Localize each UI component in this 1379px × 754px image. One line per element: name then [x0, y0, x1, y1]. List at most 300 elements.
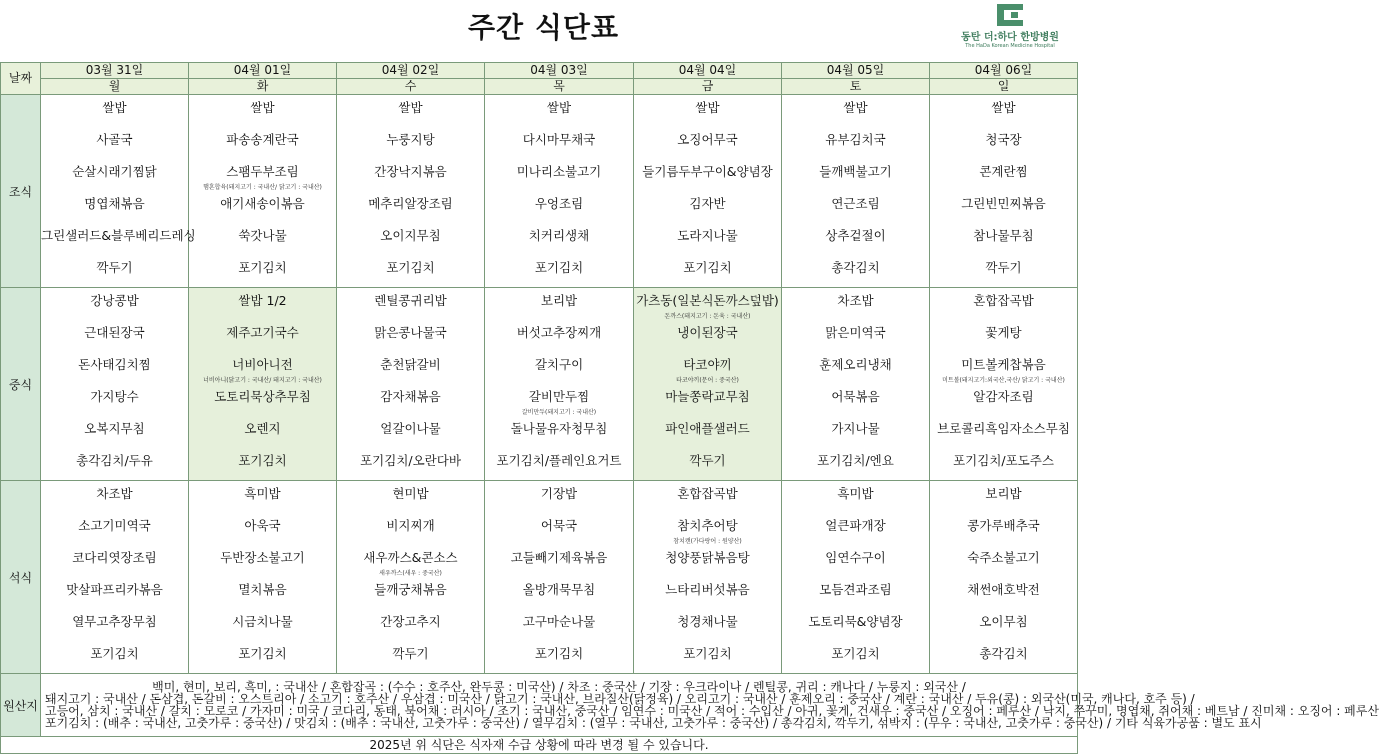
menu-item: [634, 223, 781, 255]
menu-item-name: 깍두기: [392, 646, 429, 661]
dinner-menu-cell: [782, 481, 930, 674]
menu-item-name: 들깨궁채볶음: [374, 582, 447, 597]
menu-item: [41, 609, 188, 641]
menu-item: [189, 95, 336, 127]
menu-item-name: 쑥갓나물: [238, 228, 287, 243]
dinner-menu-cell: [485, 481, 634, 674]
menu-item: [930, 513, 1077, 545]
menu-item: [634, 481, 781, 513]
menu-item: [782, 191, 929, 223]
menu-item-name: 어묵국: [540, 518, 578, 533]
menu-item: [337, 159, 484, 191]
menu-item: [485, 223, 633, 255]
menu-item-name: 돈사태김치찜: [78, 357, 151, 372]
menu-item: [782, 159, 929, 191]
menu-item-name: 오이무침: [979, 614, 1028, 629]
menu-item: [337, 577, 484, 609]
date-cell: 04월 03일: [485, 63, 634, 79]
menu-item-name: 코다리엿장조림: [72, 550, 157, 565]
menu-item-name: 포기김치/오란다바: [360, 453, 461, 468]
menu-item: [337, 448, 484, 480]
menu-item-name: 열무고추장무침: [72, 614, 157, 629]
lunch-menu-cell: [189, 288, 337, 481]
menu-item: [41, 191, 188, 223]
menu-item-name: 갈치구이: [534, 357, 584, 372]
weekday-cell: 목: [485, 79, 634, 95]
menu-item-name: 아욱국: [244, 518, 281, 533]
menu-item: [485, 577, 633, 609]
menu-item-name: 쌀밥 1/2: [238, 293, 287, 308]
menu-item: [782, 481, 929, 513]
menu-item: [189, 577, 336, 609]
menu-item: [782, 641, 929, 673]
date-row: [1, 63, 1078, 79]
menu-item: [337, 191, 484, 223]
menu-item-name: 파송송계란국: [226, 132, 299, 147]
menu-item: [634, 127, 781, 159]
menu-item: [485, 288, 633, 320]
menu-item: [485, 159, 633, 191]
menu-item-name: 어묵볶음: [831, 389, 880, 404]
menu-item-name: 사골국: [96, 132, 133, 147]
menu-item: [634, 288, 781, 320]
menu-item-name: 차조밥: [837, 293, 874, 308]
weekly-menu-table: [0, 62, 1379, 754]
menu-item-name: 콩가루배추국: [967, 518, 1040, 533]
menu-item: [782, 577, 929, 609]
menu-item-name: 콘계란찜: [979, 164, 1028, 179]
dinner-row: [1, 481, 1078, 674]
menu-item-name: 메추리알장조림: [368, 196, 453, 211]
menu-item: [189, 513, 336, 545]
menu-item: [634, 320, 781, 352]
menu-item-name: 치커리생채: [528, 228, 590, 243]
lunch-label: 중식: [1, 288, 41, 481]
menu-item: [337, 288, 484, 320]
menu-item-origin-note: 타코야끼(문어 : 중국산): [676, 377, 739, 384]
dinner-menu-cell: [189, 481, 337, 674]
breakfast-menu-cell: [337, 95, 485, 288]
date-cell: 04월 06일: [930, 63, 1078, 79]
weekday-cell: 금: [634, 79, 782, 95]
menu-item: [930, 223, 1077, 255]
menu-item: [337, 545, 484, 577]
menu-item: [634, 384, 781, 416]
menu-item-name: 오이지무침: [380, 228, 441, 243]
lunch-menu-cell: [930, 288, 1078, 481]
menu-item-name: 브로콜리흑임자소스무침: [937, 421, 1070, 436]
menu-item-name: 쌀밥: [546, 100, 572, 115]
menu-item-name: 애기새송이볶음: [220, 196, 305, 211]
menu-item-name: 고들빼기제육볶음: [510, 550, 608, 565]
menu-item: [41, 288, 188, 320]
menu-item: [41, 481, 188, 513]
menu-item-name: 김자반: [689, 196, 726, 211]
menu-item-name: 혼합잡곡밥: [973, 293, 1034, 308]
menu-item: [634, 513, 781, 545]
menu-item-name: 흑미밥: [837, 486, 874, 501]
menu-item-name: 갈비만두찜: [528, 389, 590, 404]
menu-item-name: 쌀밥: [695, 100, 720, 115]
menu-item-origin-note: 새우까스(새우 : 중국산): [379, 570, 442, 577]
menu-item: [485, 448, 633, 480]
menu-item: [41, 384, 188, 416]
menu-item: [485, 384, 633, 416]
menu-item: [485, 95, 633, 127]
menu-item: [337, 513, 484, 545]
menu-item-name: 흑미밥: [244, 486, 281, 501]
menu-item: [485, 320, 633, 352]
menu-item-name: 유부김치국: [825, 132, 886, 147]
menu-item-name: 참나물무침: [973, 228, 1034, 243]
menu-item-name: 가지탕수: [90, 389, 139, 404]
menu-item: [930, 416, 1077, 448]
menu-item-name: 깍두기: [689, 453, 726, 468]
menu-item: [41, 95, 188, 127]
menu-item-name: 들기름두부구이&양념장: [642, 164, 773, 179]
menu-item-name: 간장고추지: [380, 614, 441, 629]
menu-item: [782, 513, 929, 545]
menu-item-name: 참치추어탕: [677, 518, 738, 533]
breakfast-menu-cell: [41, 95, 196, 288]
menu-item-name: 쌀밥: [843, 100, 868, 115]
menu-item-name: 가지나물: [831, 421, 880, 436]
menu-item-name: 포기김치/포도주스: [953, 453, 1054, 468]
menu-item: [634, 577, 781, 609]
menu-item-name: 시금치나물: [232, 614, 293, 629]
hospital-logo: [945, 4, 1075, 49]
menu-item-name: 감자채볶음: [380, 389, 441, 404]
menu-item: [485, 513, 633, 545]
menu-item: [782, 223, 929, 255]
lunch-row: [1, 288, 1078, 481]
menu-item: [634, 448, 781, 480]
menu-item: [41, 159, 188, 191]
menu-item: [337, 223, 484, 255]
menu-item: [634, 545, 781, 577]
menu-item: [337, 127, 484, 159]
menu-item: [782, 384, 929, 416]
menu-item: [41, 255, 188, 287]
footer-row: [1, 737, 1078, 754]
origin-row: [1, 674, 1078, 737]
menu-item-name: 오징어무국: [677, 132, 738, 147]
weekday-cell: 일: [930, 79, 1078, 95]
menu-item: [337, 416, 484, 448]
menu-item-name: 타코야끼: [683, 357, 732, 372]
menu-item: [189, 191, 336, 223]
menu-item: [782, 609, 929, 641]
dinner-menu-cell: [337, 481, 485, 674]
menu-item-name: 기장밥: [540, 486, 578, 501]
menu-item: [485, 352, 633, 384]
menu-item: [782, 255, 929, 287]
menu-item: [930, 609, 1077, 641]
menu-item-name: 혼합잡곡밥: [677, 486, 738, 501]
menu-item-name: 맑은콩나물국: [374, 325, 447, 340]
menu-item-name: 청양풍닭볶음탕: [665, 550, 750, 565]
menu-item-name: 보리밥: [985, 486, 1022, 501]
menu-item: [634, 95, 781, 127]
menu-item-name: 포기김치: [534, 646, 584, 661]
menu-item-name: 연근조림: [831, 196, 880, 211]
menu-item-name: 파인애플샐러드: [665, 421, 750, 436]
menu-item: [337, 481, 484, 513]
origin-line: 백미, 현미, 보리, 흑미, : 국내산 / 혼합잡곡 : (수수 : 호주산, 완두콩 : 미국산) / 차조 : 중국산 / 기장 : 우크라이나 / 렌틸콩, 귀리 : 캐나다 / 누룽지 : 외국산 /: [152, 680, 966, 694]
menu-item-name: 강낭콩밥: [90, 293, 139, 308]
menu-item: [337, 255, 484, 287]
menu-item-name: 미나리소불고기: [516, 164, 602, 179]
breakfast-label: 조식: [1, 95, 41, 288]
menu-item: [485, 545, 633, 577]
menu-item-name: 냉이된장국: [677, 325, 738, 340]
menu-item-name: 명엽채볶음: [84, 196, 145, 211]
menu-item: [634, 416, 781, 448]
menu-item: [930, 320, 1077, 352]
lunch-menu-cell: [782, 288, 930, 481]
menu-item-name: 알감자조림: [973, 389, 1034, 404]
menu-item: [41, 641, 188, 673]
menu-item: [41, 223, 196, 255]
breakfast-menu-cell: [189, 95, 337, 288]
menu-item-origin-note: 갈비만두(돼지고기 : 국내산): [521, 409, 597, 416]
menu-item: [930, 577, 1077, 609]
menu-item-name: 제주고기국수: [226, 325, 299, 340]
menu-item-name: 간장낙지볶음: [374, 164, 447, 179]
menu-item: [634, 641, 781, 673]
menu-item: [189, 609, 336, 641]
origin-label: 원산지: [1, 674, 41, 737]
menu-item: [485, 255, 633, 287]
menu-item-name: 그린샐러드&블루베리드레싱: [41, 228, 196, 243]
logo-mark-icon: [997, 4, 1023, 26]
menu-item-name: 도라지나물: [677, 228, 738, 243]
menu-item: [930, 159, 1077, 191]
menu-item: [782, 320, 929, 352]
menu-item-name: 포기김치: [386, 260, 435, 275]
menu-item-name: 올방개묵무침: [522, 582, 596, 597]
menu-item-origin-note: 참치캔(가다랑어 : 원양산): [673, 538, 742, 545]
menu-item-name: 쌀밥: [250, 100, 275, 115]
menu-item-origin-note: 미트볼(돼지고기:외국산,국산/ 닭고기 : 국내산): [942, 377, 1065, 384]
footer-notice: 2025년 위 식단은 식자재 수급 상황에 따라 변경 될 수 있습니다.: [1, 737, 1078, 754]
date-label: 날짜: [1, 63, 41, 95]
menu-item-name: 쌀밥: [398, 100, 423, 115]
menu-item-name: 채썬애호박전: [967, 582, 1040, 597]
page-header: [0, 0, 1087, 62]
menu-item: [41, 448, 188, 480]
dinner-menu-cell: [41, 481, 189, 674]
menu-item-name: 총각김치: [979, 646, 1028, 661]
menu-item: [189, 448, 336, 480]
menu-item: [41, 320, 188, 352]
menu-item-name: 느타리버섯볶음: [665, 582, 750, 597]
menu-item-name: 훈제오리냉채: [819, 357, 892, 372]
menu-item: [485, 609, 633, 641]
menu-item: [782, 545, 929, 577]
breakfast-menu-cell: [485, 95, 634, 288]
menu-item-name: 도토리묵상추무침: [214, 389, 311, 404]
menu-item-name: 비지찌개: [386, 518, 435, 533]
menu-item: [41, 127, 188, 159]
menu-item-name: 쌀밥: [102, 100, 127, 115]
menu-item: [189, 481, 336, 513]
date-cell: 04월 01일: [189, 63, 337, 79]
date-cell: 04월 05일: [782, 63, 930, 79]
menu-item: [485, 416, 633, 448]
date-cell: 04월 04일: [634, 63, 782, 79]
menu-item-name: 포기김치: [683, 646, 732, 661]
menu-item-name: 마늘쫑락교무침: [665, 389, 750, 404]
menu-item-name: 보리밥: [540, 293, 578, 308]
menu-item: [337, 320, 484, 352]
menu-item: [41, 352, 188, 384]
menu-item: [634, 191, 781, 223]
weekday-cell: 토: [782, 79, 930, 95]
menu-item: [930, 448, 1077, 480]
menu-item-name: 포기김치: [683, 260, 732, 275]
menu-item: [930, 127, 1077, 159]
menu-item: [634, 255, 781, 287]
menu-item-name: 포기김치: [90, 646, 139, 661]
menu-item: [782, 288, 929, 320]
origin-line: 돼지고기 : 국내산 / 돈삼겹, 돈갈비 : 오스트리아 / 소고기 : 호주산 / 우삼겹 : 미국산 / 닭고기 : 국내산, 브라질산(닭정육) / 오리고기 : 국내산 / 훈제오리 : 중국산 / 계란 : 국내산 / 두유(콩) : 외국산(미국, 캐나다, 호주 등) /: [45, 692, 1195, 706]
weekday-cell: 수: [337, 79, 485, 95]
menu-item-name: 새우까스&콘소스: [363, 550, 458, 565]
menu-item-name: 그린빈민찌볶음: [961, 196, 1046, 211]
breakfast-menu-cell: [634, 95, 782, 288]
menu-item-name: 포기김치: [238, 646, 287, 661]
menu-item: [337, 641, 484, 673]
menu-item: [337, 352, 484, 384]
menu-item: [782, 95, 929, 127]
menu-item: [782, 127, 929, 159]
menu-item: [189, 320, 336, 352]
menu-item: [782, 448, 929, 480]
menu-item: [930, 384, 1077, 416]
menu-item-name: 누룽지탕: [386, 132, 435, 147]
lunch-menu-cell: [337, 288, 485, 481]
menu-item: [634, 609, 781, 641]
menu-item-name: 깍두기: [96, 260, 133, 275]
origin-info: [41, 674, 1379, 737]
menu-item: [782, 352, 929, 384]
menu-item: [634, 352, 781, 384]
menu-item: [930, 545, 1077, 577]
menu-item-origin-note: 돈까스(돼지고기 : 돈육 : 국내산): [664, 313, 751, 320]
menu-item-name: 소고기미역국: [78, 518, 151, 533]
origin-line: 포기김치 : (배추 : 국내산, 고춧가루 : 중국산) / 맛김치 : (배추 : 국내산, 고춧가루 : 중국산) / 열무김치 : (열무 : 국내산, 고춧가루 : 중국산) / 총각김치, 깍두기, 섞박지 : (무우 : 국내산, 고춧가루 : 중국산) / 기타 식육가공품 : 별도 표시: [45, 716, 1262, 730]
menu-item-name: 포기김치: [831, 646, 880, 661]
menu-item-name: 춘천닭갈비: [380, 357, 441, 372]
menu-item-name: 너비아니전: [232, 357, 293, 372]
menu-item-name: 깍두기: [985, 260, 1022, 275]
menu-item-name: 고구마순나물: [522, 614, 596, 629]
logo-name: 동탄 더:하다 한방병원: [961, 32, 1059, 43]
menu-item-name: 숙주소불고기: [967, 550, 1040, 565]
menu-item-name: 근대된장국: [84, 325, 145, 340]
weekday-row: [1, 79, 1078, 95]
menu-item-name: 포기김치: [534, 260, 584, 275]
menu-item: [189, 352, 336, 384]
menu-item: [189, 127, 336, 159]
menu-item: [485, 127, 633, 159]
menu-item-name: 포기김치/엔요: [817, 453, 894, 468]
menu-item: [189, 416, 336, 448]
page-title: 주간 식단표: [468, 11, 619, 44]
logo-english-name: The HaDa Korean Medicine Hospital: [965, 43, 1055, 49]
menu-item: [41, 545, 188, 577]
menu-item-name: 멸치볶음: [238, 582, 287, 597]
menu-item-name: 다시마무채국: [522, 132, 596, 147]
menu-item: [782, 416, 929, 448]
menu-item-name: 두반장소불고기: [220, 550, 305, 565]
date-cell: 04월 02일: [337, 63, 485, 79]
menu-item: [930, 288, 1077, 320]
menu-item-name: 쌀밥: [991, 100, 1016, 115]
menu-item: [41, 513, 188, 545]
menu-item-name: 얼갈이나물: [380, 421, 441, 436]
menu-item: [189, 384, 336, 416]
menu-item: [337, 384, 484, 416]
menu-item: [189, 288, 336, 320]
menu-item-name: 포기김치/플레인요거트: [496, 453, 622, 468]
dinner-menu-cell: [930, 481, 1078, 674]
date-cell: 03월 31일: [41, 63, 189, 79]
menu-item-name: 맑은미역국: [825, 325, 886, 340]
menu-item-name: 꽃게탕: [985, 325, 1022, 340]
menu-item-name: 포기김치: [238, 260, 287, 275]
menu-item: [189, 545, 336, 577]
menu-item-name: 총각김치: [831, 260, 880, 275]
menu-item-name: 맛살파프리카볶음: [66, 582, 163, 597]
menu-item-name: 총각김치/두유: [76, 453, 153, 468]
menu-item: [337, 95, 484, 127]
menu-item-name: 버섯고추장찌개: [516, 325, 602, 340]
menu-item: [189, 223, 336, 255]
menu-item: [337, 609, 484, 641]
menu-item-name: 차조밥: [96, 486, 133, 501]
menu-item-name: 포기김치: [238, 453, 287, 468]
menu-item-name: 오복지무침: [84, 421, 145, 436]
menu-item-name: 얼큰파개장: [825, 518, 886, 533]
menu-item-name: 들깨백불고기: [819, 164, 892, 179]
menu-item-name: 스팸두부조림: [226, 164, 299, 179]
menu-item-name: 청국장: [985, 132, 1022, 147]
menu-item-name: 임연수구이: [825, 550, 886, 565]
menu-item: [930, 255, 1077, 287]
menu-item-name: 돌나물유자청무침: [510, 421, 608, 436]
breakfast-menu-cell: [930, 95, 1078, 288]
menu-item: [485, 191, 633, 223]
menu-item: [41, 577, 188, 609]
menu-item-name: 미트볼케찹볶음: [961, 357, 1046, 372]
menu-item-name: 오렌지: [244, 421, 281, 436]
dinner-label: 석식: [1, 481, 41, 674]
menu-item: [930, 191, 1077, 223]
menu-item: [930, 641, 1077, 673]
menu-item-name: 우엉조림: [534, 196, 584, 211]
dinner-menu-cell: [634, 481, 782, 674]
menu-item-name: 청경채나물: [677, 614, 738, 629]
menu-item: [41, 416, 188, 448]
menu-item: [930, 352, 1077, 384]
menu-item: [485, 641, 633, 673]
menu-item: [189, 641, 336, 673]
menu-item: [930, 95, 1077, 127]
menu-item: [189, 159, 336, 191]
breakfast-menu-cell: [782, 95, 930, 288]
